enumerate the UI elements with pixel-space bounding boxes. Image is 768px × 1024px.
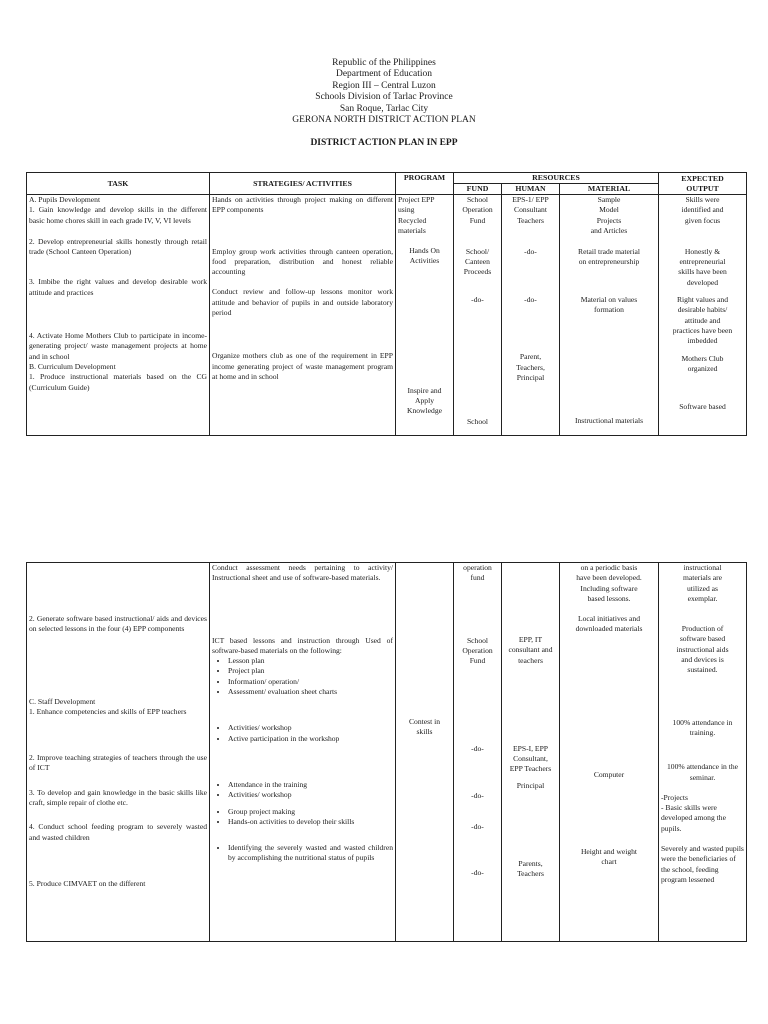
human-item: -do- [524,246,537,256]
material-item: Computer [593,769,625,779]
strategy-item: Hands on activities through project making on different EPP components [212,195,393,215]
list-item: • Lesson plan [228,656,393,666]
list-item: • Group project making [228,807,393,817]
material-item: Height and weight [580,847,638,857]
table-row [27,195,747,436]
material-cell: Sample Model Projects and Articles Retail trade material on entrepreneurship Material on values formation Instructional materials [560,195,659,436]
material-item: Instructional materials [574,416,644,426]
col-task-header: TASK [27,173,210,195]
list-item: • Hands-on activities to develop their skills [228,817,393,827]
output-cell: instructional materials are utilized as exemplar. Production of software based instructional aids and devices is sustained. 100% attendance in training. 100% attendance in the seminar. -Projects - Basic skills were developed among the pupils. Severely and wasted pupils were the beneficiaries of the school, feeding program lessened [659,563,747,942]
strategies-cell [210,563,396,942]
task-item: 1. Produce instructional materials based on the CG (Curriculum Guide) [29,372,207,392]
letterhead [0,58,768,126]
human-cell: EPS-1/ EPP Consultant Teachers -do- -do- Parent, Teachers, Principal [502,195,560,436]
strategy-item: Conduct assessment needs pertaining to activity/ Instructional sheet and use of software-based materials. [212,563,393,583]
fund-item: -do- [471,822,484,832]
task-item: 1. Enhance competencies and skills of EPP teachers [29,706,187,716]
list-item: • Activities/ workshop [228,790,393,800]
strategy-bullet-list [212,780,393,801]
list-item: • Project plan [228,666,393,676]
letterhead-country: Republic of the Philippines [332,58,436,68]
program-item: Hands On [409,246,440,256]
fund-item: School [466,195,489,204]
program-cell: Project EPP using Recycled materials Hands On Activities Inspire and Apply Knowledge [396,195,454,436]
material-cell: on a periodic basis have been developed. Including software based lessons. Local initiatives and downloaded materials Computer Height and weight chart [560,563,659,942]
col-material-header: MATERIAL [560,184,659,195]
program-item: Contest in [408,717,440,726]
task-item: 1. Gain knowledge and develop skills in the different basic home chores skill in each grade IV, V, VI levels [29,205,207,225]
material-item: Local initiatives and [578,614,640,624]
fund-item: -do- [471,790,484,800]
letterhead-division: Schools Division of Tarlac Province [315,92,453,103]
program-cell: Contest in skills [396,563,454,942]
fund-cell: operation fund School Operation Fund -do- -do- -do- -do- [454,563,502,942]
program-item: Inspire and [407,385,442,395]
strategies-cell [210,195,396,436]
list-item: • Information/ operation/ [228,677,393,687]
action-plan-table-page2 [26,562,747,942]
letterhead-department: Department of Education [335,69,433,80]
material-item: Material on values [580,294,638,304]
output-item: 100% attendance in the seminar. [666,762,739,782]
list-item: • Activities/ workshop [228,723,393,733]
task-curriculum-development-heading: B. Curriculum Development [29,361,116,371]
task-item: 2. Improve teaching strategies of teachers through the use of ICT [29,753,207,773]
col-strategies-header: STRATEGIES/ ACTIVITIES [210,173,396,195]
strategy-item: Conduct review and follow-up lessons monitor work attitude and behavior of pupils in and outside laboratory period [212,287,393,318]
output-item: Software based [679,402,726,412]
fund-item: operation [463,563,492,572]
material-item: Retail trade material [578,247,640,257]
human-item: EPS-1/ EPP [512,195,549,204]
fund-item: School [466,417,489,427]
task-item: 4. Activate Home Mothers Club to participate in income-generating project/ waste management projects at home and in school [29,331,207,361]
task-item: 3. Imbibe the right values and develop desirable work attitude and practices [29,277,207,297]
strategy-item: Organize mothers club as one of the requirement in EPP income generating project of waste management program at home and in school [212,351,393,381]
fund-item: School [466,635,489,645]
task-cell [27,563,210,942]
strategy-bullet-list [212,843,393,864]
fund-item: -do- [471,294,484,304]
output-item: Honestly & [684,246,721,256]
fund-item: School/ [465,246,490,256]
output-item: 100% attendance in training. [672,717,733,737]
output-item: Mothers Club [681,353,724,363]
strategy-item: ICT based lessons and instruction through Used of software-based materials on the following: [212,635,393,655]
fund-item: -do- [471,868,484,878]
strategy-bullet-list [212,656,393,697]
strategy-bullet-list [212,807,393,828]
output-item: Severely and wasted pupils were the beneficiaries of the school, feeding program lessened [661,844,744,884]
program-item: Project EPP [398,195,435,204]
output-item: Production of [681,624,724,634]
list-item: • Attendance in the training [228,780,393,790]
list-item: • Assessment/ evaluation sheet charts [228,687,393,697]
letterhead-address: San Roque, Tarlac City [339,103,429,114]
col-expected-output-header: EXPECTED OUTPUT [659,173,747,195]
col-resources-header: RESOURCES [454,173,659,184]
material-item: Sample [597,195,621,204]
list-item: • Active participation in the workshop [228,734,393,744]
action-plan-table-page1 [26,172,747,436]
human-cell: EPP, IT consultant and teachers EPS-I, EPP Consultant, EPP Teachers Principal Parents, Teachers [502,563,560,942]
task-item: 2. Generate software based instructional/ aids and devices on selected lessons in the four (4) EPP components [29,614,207,634]
table-row [27,563,747,942]
col-fund-header: FUND [454,184,502,195]
strategy-item: Employ group work activities through canteen operation, food preparation, distribution and honest reliable accounting [212,246,393,277]
task-item: 2. Develop entrepreneurial skills honestly through retail trade (School Canteen Operation) [29,236,207,257]
task-item: 5. Produce CIMVAET on the different [29,878,146,888]
col-human-header: HUMAN [502,184,560,195]
letterhead-plan-name: GERONA NORTH DISTRICT ACTION PLAN [292,115,476,126]
strategy-bullet-list [212,723,393,744]
task-item: 3. To develop and gain knowledge in the basic skills like craft, simple repair of clothe etc. [29,787,207,808]
fund-cell: School Operation Fund School/ Canteen Proceeds -do- School [454,195,502,436]
output-item: Skills were [685,195,720,204]
human-item: Parent, [519,352,542,362]
output-item: instructional [683,563,722,572]
document-title: DISTRICT ACTION PLAN IN EPP [310,138,458,148]
task-staff-development-heading: C. Staff Development [29,696,96,706]
list-item: • Identifying the severely wasted and wasted children by accomplishing the nutritional status of pupils [228,843,393,864]
human-item: EPS-I, EPP [512,743,549,753]
human-item: Principal [516,780,545,790]
material-item: on a periodic basis [580,563,638,572]
task-cell [27,195,210,436]
human-item: EPP, IT [518,635,543,644]
human-item: -do- [524,295,537,305]
task-pupils-development-heading: A. Pupils Development [29,195,101,204]
output-item: Right values and [676,295,729,305]
letterhead-region: Region III – Central Luzon [332,80,436,91]
col-program-header: PROGRAM [396,173,454,195]
fund-item: -do- [471,744,484,754]
output-item: -Projects [661,792,688,802]
human-item: Parents, [518,859,543,869]
task-item: 4. Conduct school feeding program to severely wasted and wasted children [29,822,207,842]
output-cell: Skills were identified and given focus Honestly & entrepreneurial skills have been developed Right values and desirable habits/ attitude and practices have been imbedded Mothers Club organized Software based [659,195,747,436]
